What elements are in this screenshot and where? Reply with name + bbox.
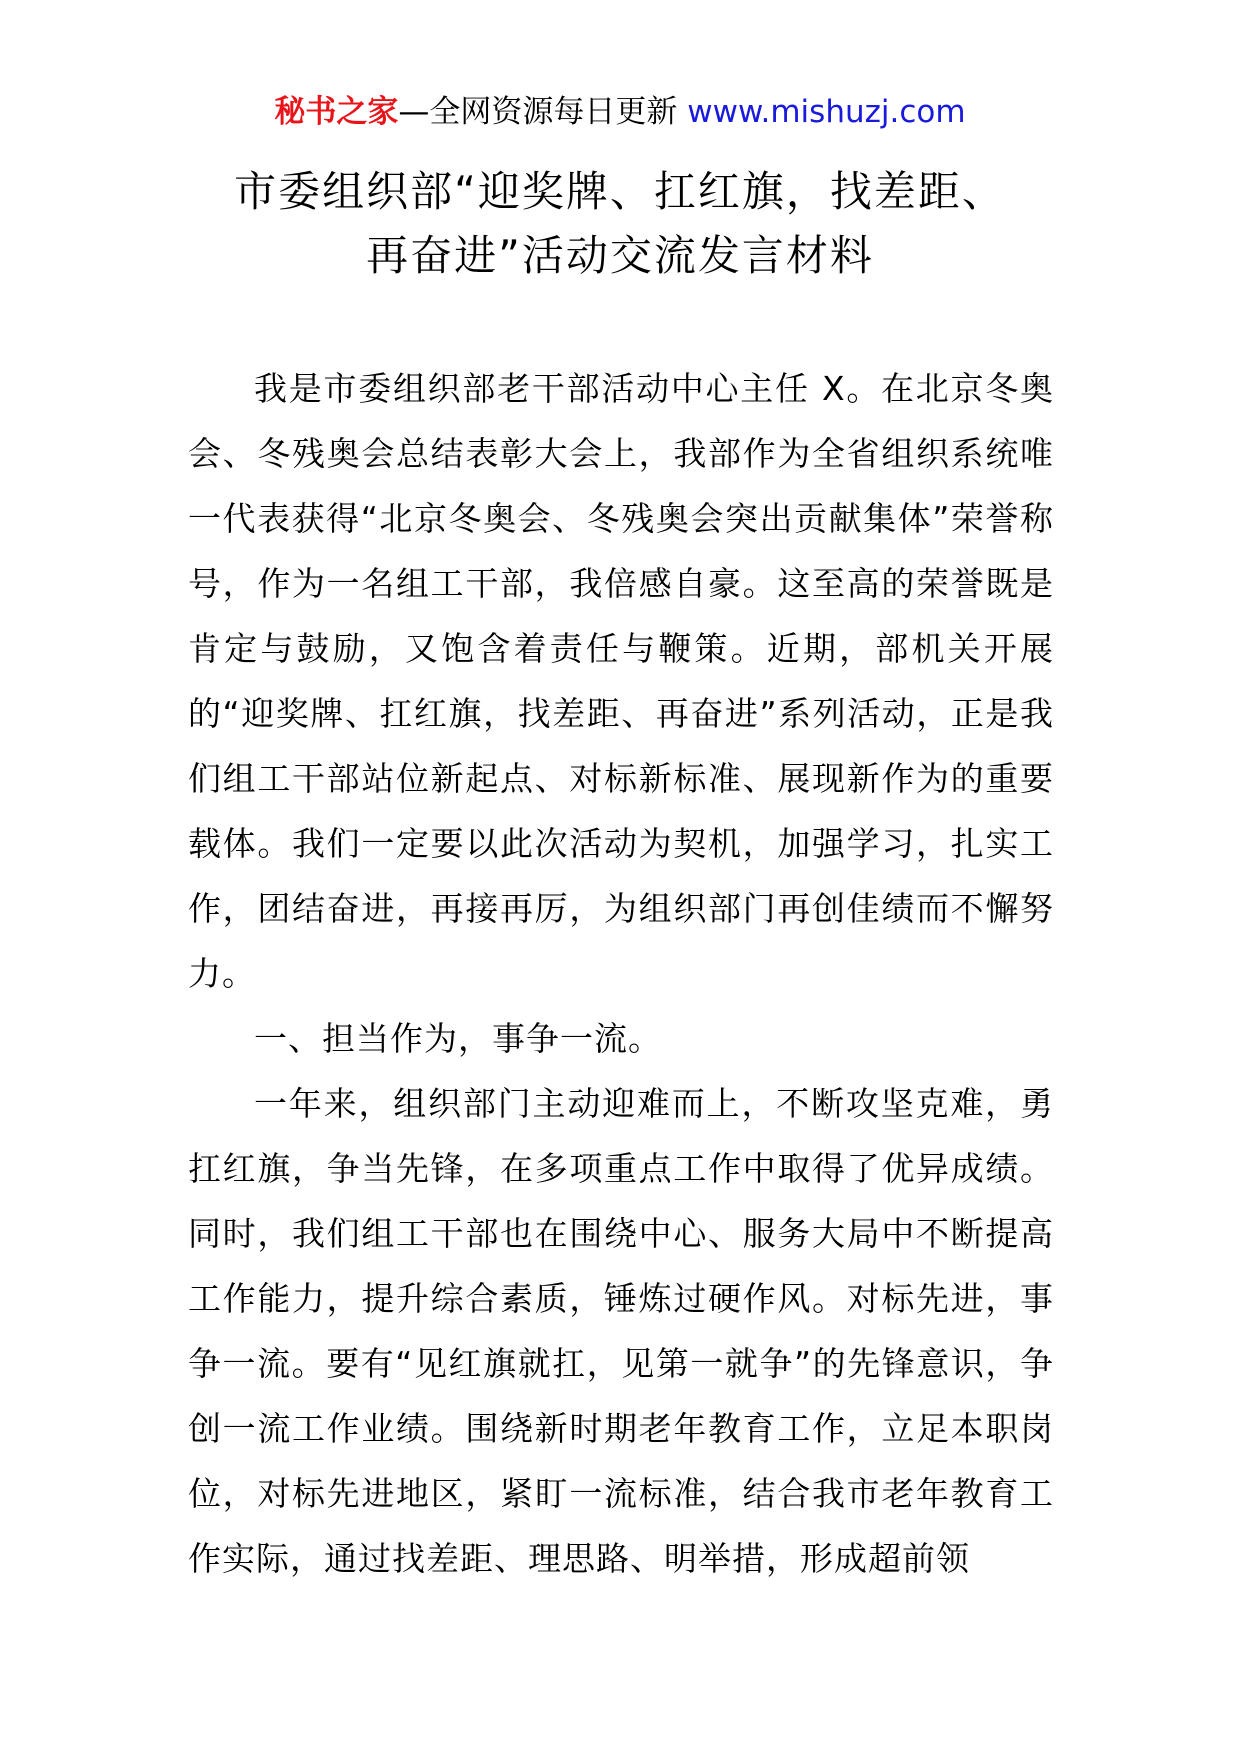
body-paragraph-intro: 我是市委组织部老干部活动中心主任 X。在北京冬奥会、冬残奥会总结表彰大会上，我部作为全省组织系统唯一代表获得“北京冬奥会、冬残奥会突出贡献集体”荣誉称号，作为一名组工干部，我倍感自豪。这至高的荣誉既是肯定与鼓励，又饱含着责任与鞭策。近期，部机关开展的“迎奖牌、扛红旗，找差距、再奋进”系列活动，正是我们组工干部站位新起点、对标新标准、展现新作为的重要载体。我们一定要以此次活动为契机，加强学习，扎实工作，团结奋进，再接再厉，为组织部门再创佳绩而不懈努力。 — [188, 369, 1054, 993]
site-url-link[interactable]: www.mishuzj.com — [687, 94, 966, 130]
site-brand: 秘书之家 — [274, 94, 399, 130]
section-heading-1: 一、担当作为，事争一流。 — [254, 1019, 662, 1058]
body-paragraph-section-1: 一年来，组织部门主动迎难而上，不断攻坚克难，勇扛红旗，争当先锋，在多项重点工作中取得了优异成绩。同时，我们组工干部也在围绕中心、服务大局中不断提高工作能力，提升综合素质，锤炼过硬作风。对标先进，事争一流。要有“见红旗就扛，见第一就争”的先锋意识，争创一流工作业绩。围绕新时期老年教育工作，立足本职岗位，对标先进地区，紧盯一流标准，结合我市老年教育工作实际，通过找差距、理思路、明举措，形成超前领 — [188, 1084, 1054, 1578]
document-title — [130, 160, 1110, 288]
site-tagline: —全网资源每日更新 — [398, 94, 678, 130]
document-body — [188, 356, 1054, 1591]
site-header — [0, 92, 1240, 132]
title-line-1: 市委组织部“迎奖牌、扛红旗，找差距、 — [234, 167, 1006, 216]
title-line-2: 再奋进”活动交流发言材料 — [366, 231, 874, 280]
